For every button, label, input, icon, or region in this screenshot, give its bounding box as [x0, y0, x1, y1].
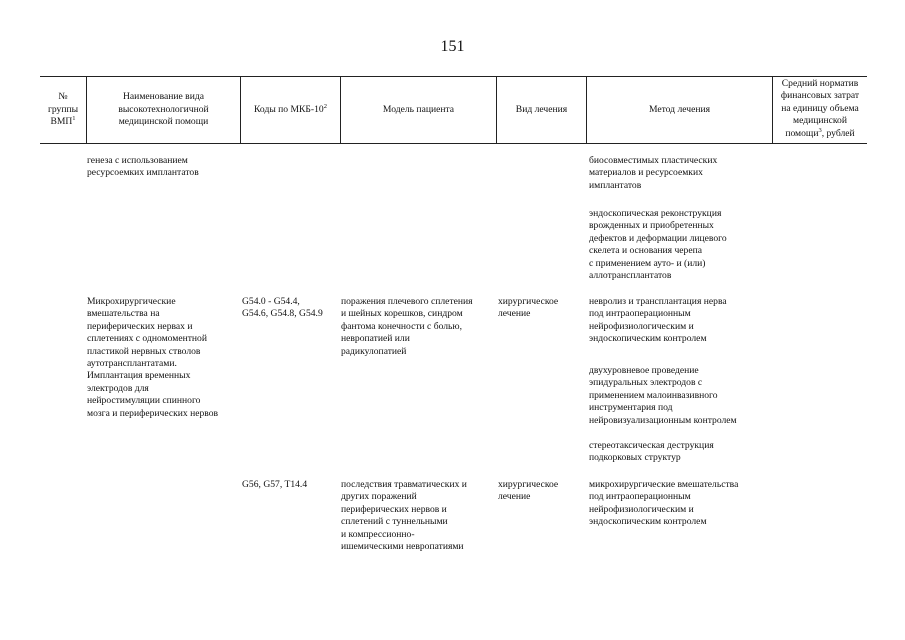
- row3-icd-codes: [242, 479, 307, 491]
- text-line: эндоскопическим контролем: [589, 516, 707, 528]
- page-number: 151: [440, 38, 465, 55]
- text-line: сплетений с туннельными: [341, 516, 448, 528]
- text-line: эндоскопическим контролем: [589, 333, 707, 345]
- text-line: эпидуральных электродов с: [589, 377, 703, 389]
- text-line: эндоскопическая реконструкция: [589, 208, 722, 219]
- footnote-mark: 1: [72, 115, 76, 123]
- text-line: и компрессионно-: [341, 528, 415, 540]
- header-group-number-line: группы: [47, 103, 79, 115]
- header-treatment-method: [586, 77, 772, 143]
- header-treatment-method-text: Метод лечения: [648, 103, 711, 115]
- row1-method-1: [589, 155, 717, 192]
- text-line: аллотрансплантатов: [589, 270, 672, 282]
- header-group-number-line: ВМП: [50, 116, 73, 128]
- header-cost-line: финансовых затрат: [780, 90, 860, 102]
- text-line: материалов и ресурсоемких: [589, 167, 703, 179]
- text-line: подкорковых структур: [589, 452, 681, 464]
- row1-care-name: [87, 155, 199, 180]
- header-patient-model-text: Модель пациента: [382, 103, 455, 115]
- text-line: генеза с использованием: [87, 155, 188, 166]
- table-header: [40, 76, 867, 144]
- text-line: аутотрансплантатами.: [87, 358, 177, 370]
- row3-method-1: [589, 479, 738, 529]
- text-line: G54.0 - G54.4,: [242, 296, 300, 307]
- text-line: периферических нервов и: [341, 503, 447, 515]
- text-line: нейровизуализационным контролем: [589, 414, 737, 426]
- header-icd-codes-text: Коды по МКБ-10: [254, 103, 324, 115]
- text-line: скелета и основания черепа: [589, 245, 702, 257]
- text-line: нейростимуляции спинного: [87, 395, 201, 407]
- text-line: стереотаксическая деструкция: [589, 440, 714, 451]
- text-line: G56, G57, T14.4: [242, 479, 308, 490]
- text-line: врожденных и приобретенных: [589, 220, 714, 232]
- header-cost-standard: [772, 77, 867, 143]
- header-treatment-type: [496, 77, 586, 143]
- text-line: биосовместимых пластических: [589, 155, 718, 166]
- footnote-mark: 2: [323, 102, 327, 110]
- text-line: и шейных корешков, синдром: [341, 308, 463, 320]
- text-line: последствия травматических и: [341, 479, 467, 490]
- header-cost-line: медицинской: [793, 115, 847, 127]
- row2-treatment-type: [498, 296, 558, 321]
- row2-method-3: [589, 440, 714, 465]
- text-line: ишемическими невропатиями: [341, 541, 464, 553]
- text-line: ресурсоемких имплантатов: [87, 167, 199, 179]
- text-line: лечение: [498, 491, 531, 503]
- text-line: Имплантация временных: [87, 370, 191, 382]
- text-line: дефектов и деформации лицевого: [589, 232, 727, 244]
- header-cost-line: Средний норматив: [781, 78, 859, 89]
- row2-method-1: [589, 296, 727, 346]
- text-line: пластикой нервных стволов: [87, 345, 201, 357]
- text-line: поражения плечевого сплетения: [341, 296, 473, 307]
- text-line: хирургическое: [498, 296, 559, 307]
- footnote-mark: 3: [818, 126, 822, 134]
- row2-patient-model: [341, 296, 473, 358]
- text-line: под интраоперационным: [589, 491, 691, 503]
- row2-care-name: [87, 296, 218, 420]
- text-line: вмешательства на: [87, 308, 160, 320]
- header-care-name-line: Наименование вида: [123, 91, 204, 103]
- text-line: периферических нервах и: [87, 320, 193, 332]
- text-line: невропатией или: [341, 333, 410, 345]
- text-line: мозга и периферических нервов: [87, 407, 219, 419]
- text-line: двухуровневое проведение: [589, 365, 699, 376]
- header-treatment-type-text: Вид лечения: [515, 103, 568, 115]
- text-line: под интраоперационным: [589, 308, 691, 320]
- text-line: радикулопатией: [341, 345, 407, 357]
- text-line: инструментария под: [589, 402, 673, 414]
- header-cost-line: , рублей: [821, 127, 855, 139]
- text-line: сплетениях с одномоментной: [87, 333, 207, 345]
- header-care-name: [86, 77, 240, 143]
- text-line: фантома конечности с болью,: [341, 320, 462, 332]
- text-line: хирургическое: [498, 479, 559, 490]
- text-line: микрохирургические вмешательства: [589, 479, 739, 490]
- header-group-number: [40, 77, 86, 143]
- header-icd-codes: [240, 77, 340, 143]
- header-cost-line: помощи: [785, 127, 819, 139]
- text-line: других поражений: [341, 491, 417, 503]
- row2-icd-codes: [242, 296, 323, 321]
- row3-treatment-type: [498, 479, 558, 504]
- header-care-name-line: высокотехнологичной: [118, 103, 209, 115]
- row3-patient-model: [341, 479, 467, 553]
- text-line: Микрохирургические: [87, 296, 176, 307]
- text-line: применением малоинвазивного: [589, 389, 718, 401]
- text-line: G54.6, G54.8, G54.9: [242, 308, 323, 320]
- text-line: невролиз и трансплантация нерва: [589, 296, 727, 307]
- row2-method-2: [589, 365, 737, 427]
- text-line: нейрофизиологическим и: [589, 320, 694, 332]
- header-cost-line: на единицу объема: [781, 102, 859, 114]
- text-line: электродов для: [87, 382, 149, 394]
- header-patient-model: [340, 77, 496, 143]
- header-group-number-line: №: [58, 91, 68, 103]
- row1-method-2: [589, 208, 727, 282]
- header-care-name-line: медицинской помощи: [118, 116, 209, 128]
- text-line: нейрофизиологическим и: [589, 503, 694, 515]
- text-line: имплантатов: [589, 179, 642, 191]
- text-line: лечение: [498, 308, 531, 320]
- text-line: с применением ауто- и (или): [589, 257, 706, 269]
